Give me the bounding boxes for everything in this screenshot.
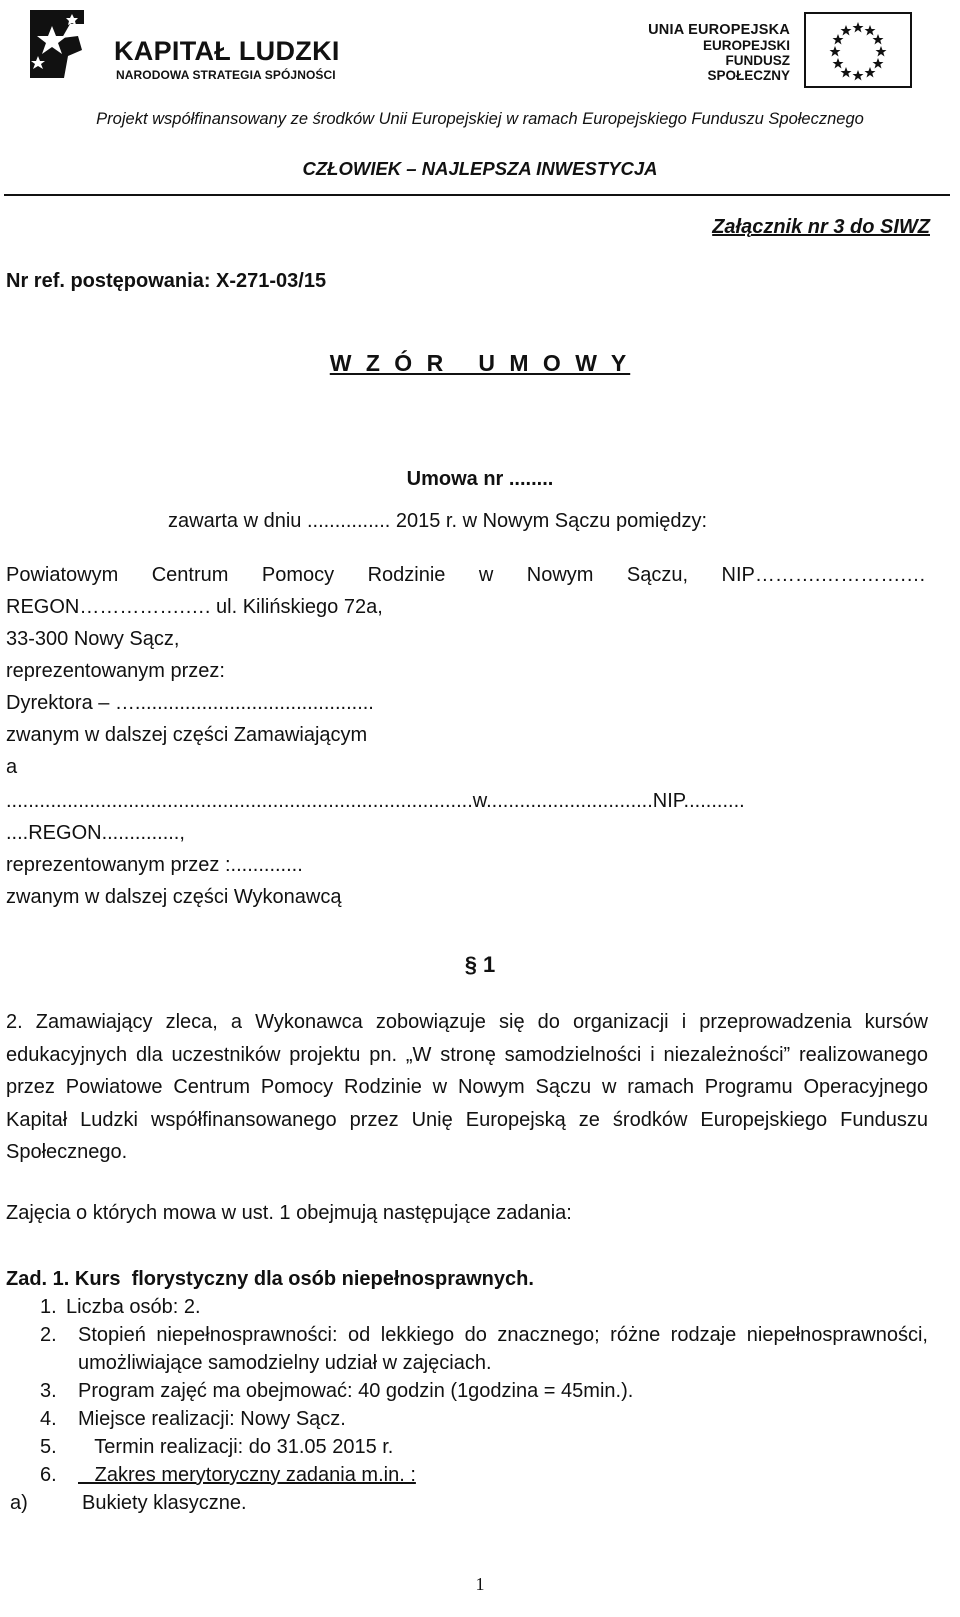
party1-line: zwanym w dalszej części Zamawiającym <box>6 724 368 746</box>
party1-word: Rodzinie <box>367 564 446 586</box>
cofinancing-statement: Projekt współfinansowany ze środków Unii Europejskiej w ramach Europejskiego Funduszu Społecznego <box>96 110 864 128</box>
attachment-label: Załącznik nr 3 do SIWZ <box>712 216 930 238</box>
list-item-number: 1. <box>40 1296 57 1318</box>
list-item <box>40 1464 416 1487</box>
kapital-ludzki-subtitle: NARODOWA STRATEGIA SPÓJNOŚCI <box>116 68 336 82</box>
list-item <box>40 1380 633 1403</box>
list-item-text: Bukiety klasyczne. <box>82 1492 247 1514</box>
list-item-text: Miejsce realizacji: Nowy Sącz. <box>78 1408 346 1430</box>
kapital-ludzki-logo <box>22 6 342 86</box>
party1-line: REGON…………….…. ul. Kilińskiego 72a, <box>6 596 383 618</box>
list-item-text: umożliwiające samodzielny udział w zajęciach. <box>78 1352 492 1374</box>
party1-line: Dyrektora – …........................................... <box>6 692 374 714</box>
header-divider <box>4 194 950 196</box>
list-item-continuation <box>78 1352 492 1375</box>
eu-logo-line3: FUNDUSZ SPOŁECZNY <box>707 53 790 84</box>
list-item-number: 2. <box>40 1324 57 1346</box>
party1-first-line <box>6 564 926 587</box>
party1-line: a <box>6 756 18 778</box>
party2-line: reprezentowanym przez :............. <box>6 854 303 876</box>
party1-word: Pomocy <box>261 564 335 586</box>
list-item-number: a) <box>10 1492 28 1514</box>
tasks-intro: Zajęcia o których mowa w ust. 1 obejmują następujące zadania: <box>6 1202 572 1224</box>
list-item-text: Termin realizacji: do 31.05 2015 r. <box>78 1436 394 1458</box>
list-item-number: 3. <box>40 1380 57 1402</box>
section-heading: § 1 <box>464 952 496 977</box>
list-item-text: Zakres merytoryczny zadania m.in. : <box>78 1464 416 1486</box>
party2-line: ....................................................................................w..............................NIP........... <box>6 790 745 812</box>
list-item <box>40 1296 201 1319</box>
contract-number: Umowa nr ........ <box>406 468 554 490</box>
party2-line: ....REGON.............., <box>6 822 185 844</box>
eu-logo-line1: UNIA EUROPEJSKA <box>648 22 790 38</box>
list-item-number: 4. <box>40 1408 57 1430</box>
contract-paragraph: 2. Zamawiający zleca, a Wykonawca zobowiązuje się do organizacji i przeprowadzenia kursów edukacyjnych dla uczestników projektu pn. „W stronę samodzielności i niezależności” realizowanego przez Powiatowe Centrum Pomocy Rodzinie w Nowym Sączu w ramach Programu Operacyjnego Kapitał Ludzki współfinansowanego przez Unię Europejską ze środków Europejskiego Funduszu Społecznego. <box>6 1011 928 1163</box>
party1-word: w <box>478 564 494 586</box>
list-item-text: Program zajęć ma obejmować: 40 godzin (1godzina = 45min.). <box>78 1380 634 1402</box>
eu-logo <box>640 12 916 92</box>
party1-line: reprezentowanym przez: <box>6 660 225 682</box>
party1-word: Sączu, <box>626 564 689 586</box>
eu-logo-text <box>640 22 790 84</box>
eu-logo-line2: EUROPEJSKI <box>702 38 790 54</box>
eu-stars-icon <box>806 14 910 86</box>
document-title: W Z Ó R U M O W Y <box>329 350 631 376</box>
eu-flag-icon <box>804 12 912 88</box>
list-item <box>40 1408 346 1431</box>
party1-line: 33-300 Nowy Sącz, <box>6 628 180 650</box>
party1-word: Nowym <box>526 564 594 586</box>
page-number: 1 <box>475 1574 485 1594</box>
party1-word: Powiatowym <box>6 564 119 586</box>
reference-number: Nr ref. postępowania: X-271-03/15 <box>6 270 327 292</box>
list-item-number: 6. <box>40 1464 57 1486</box>
kapital-ludzki-title: KAPITAŁ LUDZKI <box>114 36 340 66</box>
concluded-line: zawarta w dniu ............... 2015 r. w Nowym Sączu pomiędzy: <box>168 510 708 532</box>
party1-word: Centrum <box>151 564 229 586</box>
task-title: Zad. 1. Kurs florystyczny dla osób niepełnosprawnych. <box>6 1268 534 1290</box>
list-item <box>40 1436 393 1459</box>
list-item-text: Liczba osób: 2. <box>66 1296 201 1318</box>
motto: CZŁOWIEK – NAJLEPSZA INWESTYCJA <box>302 158 658 179</box>
list-item <box>40 1324 928 1347</box>
list-item-number: 5. <box>40 1436 57 1458</box>
party1-word: NIP……….………….… <box>721 564 926 586</box>
list-item <box>10 1492 247 1515</box>
kapital-ludzki-emblem-icon <box>22 6 112 86</box>
party2-line: zwanym w dalszej części Wykonawcą <box>6 886 342 908</box>
list-item-text: Stopień niepełnosprawności: od lekkiego do znacznego; różne rodzaje niepełnosprawności, <box>78 1324 928 1346</box>
